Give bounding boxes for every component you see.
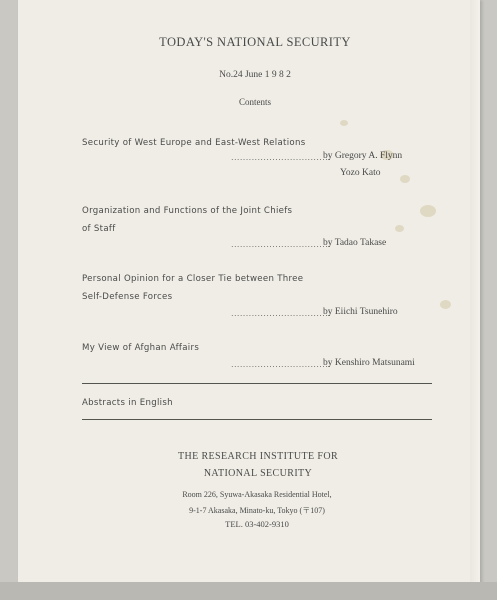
issue-number: No.24 June 1 9 8 2 — [219, 70, 291, 80]
divider-rule — [82, 419, 432, 420]
toc-entry-title: Personal Opinion for a Closer Tie between Three — [82, 274, 304, 284]
divider-rule — [82, 383, 432, 384]
page-edge — [470, 0, 480, 588]
contents-heading: Contents — [238, 97, 271, 107]
toc-leader-dots: .................................. — [231, 309, 332, 318]
toc-leader-dots: .................................. — [231, 360, 332, 369]
stain — [420, 205, 436, 217]
stain — [395, 225, 404, 232]
publisher-address: 9-1-7 Akasaka, Minato-ku, Tokyo (〒107) — [189, 506, 325, 515]
toc-author: by Tadao Takase — [323, 238, 387, 248]
publisher-name: NATIONAL SECURITY — [203, 468, 313, 479]
publication-title: TODAY'S NATIONAL SECURITY — [159, 35, 351, 49]
toc-author: Yozo Kato — [340, 168, 381, 178]
publisher-name: THE RESEARCH INSTITUTE FOR — [177, 451, 339, 462]
toc-entry-title: Self-Defense Forces — [82, 292, 173, 302]
stain — [440, 300, 451, 309]
table-surface — [0, 582, 497, 600]
publisher-address: Room 226, Syuwa-Akasaka Residential Hotel, — [182, 490, 332, 499]
toc-leader-dots: .................................. — [231, 153, 332, 162]
toc-entry-title: My View of Afghan Affairs — [82, 343, 200, 353]
toc-entry-title: Organization and Functions of the Joint Chiefs — [82, 206, 293, 216]
toc-author: by Gregory A. Flynn — [323, 151, 403, 161]
toc-entry-title: of Staff — [82, 224, 116, 234]
stain — [340, 120, 348, 126]
toc-entry-title: Security of West Europe and East-West Relations — [82, 138, 306, 148]
toc-leader-dots: .................................. — [231, 240, 332, 249]
stain — [400, 175, 410, 183]
abstracts-label: Abstracts in English — [82, 398, 173, 408]
toc-author: by Eiichi Tsunehiro — [323, 307, 398, 317]
publisher-phone: TEL. 03-402-9310 — [225, 519, 289, 529]
toc-author: by Kenshiro Matsunami — [323, 358, 415, 368]
